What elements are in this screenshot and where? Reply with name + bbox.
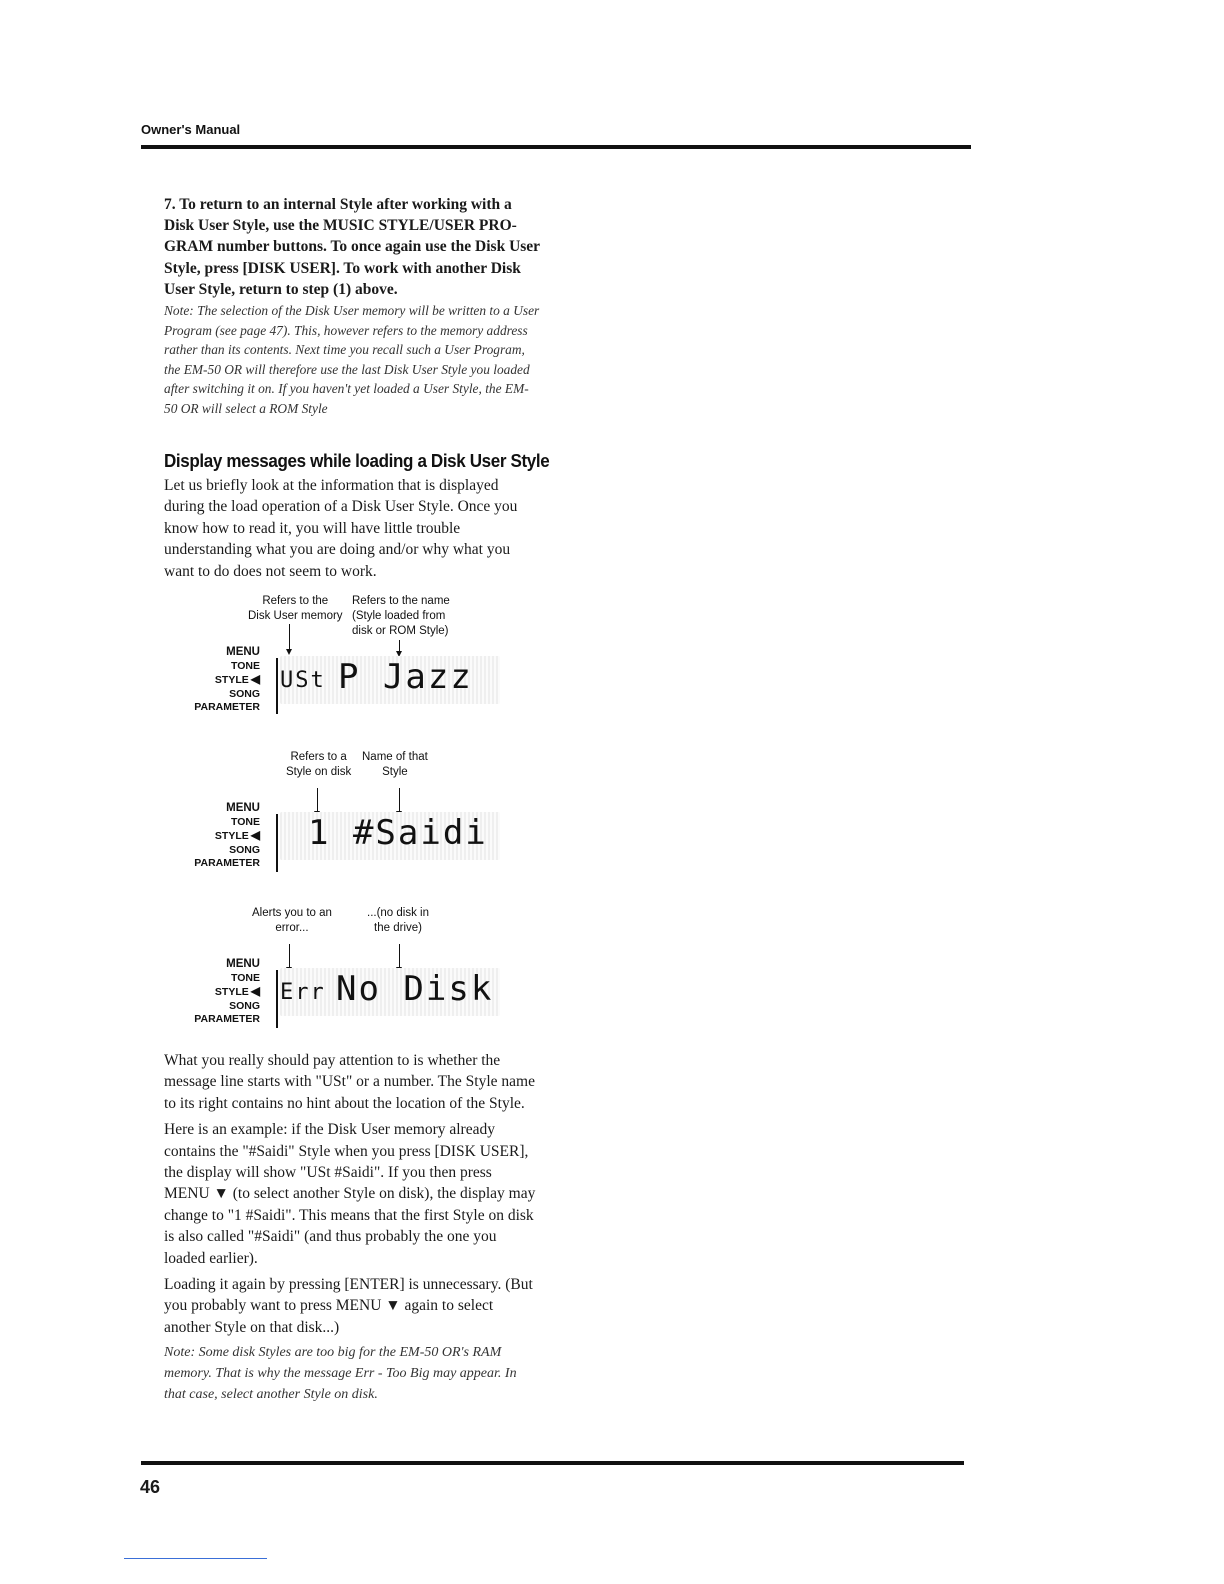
page-number: 46 bbox=[140, 1477, 161, 1497]
lcd-diagram-disk-style bbox=[190, 750, 530, 870]
display-edge-bar bbox=[276, 814, 278, 872]
section-heading: Display messages while loading a Disk User Style bbox=[164, 450, 550, 471]
lcd-diagram-user-style bbox=[190, 594, 530, 714]
label-tone: TONE bbox=[231, 659, 260, 672]
label-style: STYLE bbox=[214, 830, 249, 843]
pointer-left-icon: ◀ bbox=[250, 984, 260, 999]
arrow-down-icon bbox=[317, 788, 318, 812]
lcd-prefix: Err bbox=[280, 980, 326, 1005]
label-style: STYLE bbox=[214, 674, 249, 687]
page-header-title: Owner's Manual bbox=[141, 122, 241, 137]
step-7-block bbox=[164, 194, 540, 418]
lcd-message: 1 #Saidi bbox=[308, 813, 488, 853]
paragraph-message-line: What you really should pay attention to is whether the message line starts with "USt" or a number. The Style name to its right contains no hint about the location of the Style. bbox=[164, 1052, 535, 1112]
caption-disk-user-memory: Refers to the Disk User memory bbox=[248, 595, 343, 622]
label-song: SONG bbox=[229, 999, 260, 1012]
paragraph-example: Here is an example: if the Disk User memory already contains the "#Saidi" Style when you press [DISK USER], the display will show "USt #Saidi". If you then press MENU ▼ (to select another Style on disk), the display may change to "1 #Saidi". This means that the first Style on disk is also called "#Saidi" (and thus probably the one you loaded earlier). bbox=[164, 1121, 536, 1267]
lcd-screen bbox=[280, 656, 500, 704]
explanation-block bbox=[164, 1050, 540, 1405]
note-too-big: Note: Some disk Styles are too big for the EM-50 OR's RAM memory. That is why the message Err - Too Big may appear. In that case, select another Style on disk. bbox=[164, 1345, 517, 1403]
label-song: SONG bbox=[229, 687, 260, 700]
lcd-screen bbox=[280, 968, 500, 1016]
label-tone: TONE bbox=[231, 815, 260, 828]
display-messages-section bbox=[164, 450, 550, 582]
footer-rule bbox=[141, 1461, 964, 1465]
lcd-message: P Jazz bbox=[338, 657, 473, 697]
lcd-message: No Disk bbox=[336, 969, 494, 1009]
display-edge-bar bbox=[276, 658, 278, 714]
display-mode-labels bbox=[190, 958, 260, 1027]
caption-style-name: Refers to the name (Style loaded from disk or ROM Style) bbox=[352, 595, 450, 637]
label-style: STYLE bbox=[214, 986, 249, 999]
lcd-prefix: USt bbox=[280, 668, 326, 693]
display-mode-labels bbox=[190, 802, 260, 871]
lcd-screen bbox=[280, 812, 500, 860]
lcd-diagram-error bbox=[190, 906, 530, 1026]
label-parameter: PARAMETER bbox=[194, 857, 260, 870]
caption-error-alert: Alerts you to an error... bbox=[252, 907, 332, 934]
display-mode-labels bbox=[190, 646, 260, 715]
footer-link-underline bbox=[124, 1558, 267, 1559]
label-parameter: PARAMETER bbox=[194, 1013, 260, 1026]
arrow-down-icon bbox=[399, 788, 400, 812]
label-song: SONG bbox=[229, 843, 260, 856]
pointer-left-icon: ◀ bbox=[250, 828, 260, 843]
label-tone: TONE bbox=[231, 971, 260, 984]
caption-style-name: Name of that Style bbox=[362, 751, 428, 778]
label-menu: MENU bbox=[226, 802, 260, 814]
arrow-down-icon bbox=[289, 624, 290, 650]
arrow-down-icon bbox=[399, 944, 400, 968]
header-rule bbox=[141, 145, 971, 149]
step-7-text: 7. To return to an internal Style after working with a Disk User Style, use the MUSIC STYLE/USER PRO-GRAM number buttons. To once again use the Disk User Style, press [DISK USER]. To work with another Disk User Style, return to step (1) above. bbox=[164, 196, 540, 298]
label-menu: MENU bbox=[226, 958, 260, 970]
label-menu: MENU bbox=[226, 646, 260, 658]
caption-style-on-disk: Refers to a Style on disk bbox=[286, 751, 352, 778]
arrow-down-icon bbox=[289, 944, 290, 968]
label-parameter: PARAMETER bbox=[194, 701, 260, 714]
arrow-down-icon bbox=[399, 640, 400, 652]
section-intro: Let us briefly look at the information that is displayed during the load operation of a Disk User Style. Once you know how to read it, you will have little trouble understanding what you are doing and/or why what you want to do does not seem to work. bbox=[164, 477, 518, 580]
caption-no-disk: ...(no disk in the drive) bbox=[367, 907, 429, 934]
paragraph-enter: Loading it again by pressing [ENTER] is unnecessary. (But you probably want to press MENU ▼ again to select another Style on that disk...) bbox=[164, 1276, 533, 1336]
pointer-left-icon: ◀ bbox=[250, 672, 260, 687]
display-edge-bar bbox=[276, 970, 278, 1028]
step-7-note: Note: The selection of the Disk User memory will be written to a User Program (see page 47). This, however refers to the memory address rather than its contents. Next time you recall such a User Program, the EM-50 OR will therefore use the last Disk User Style you loaded after switching it on. If you haven't yet loaded a User Style, the EM-50 OR will select a ROM Style bbox=[164, 303, 540, 416]
